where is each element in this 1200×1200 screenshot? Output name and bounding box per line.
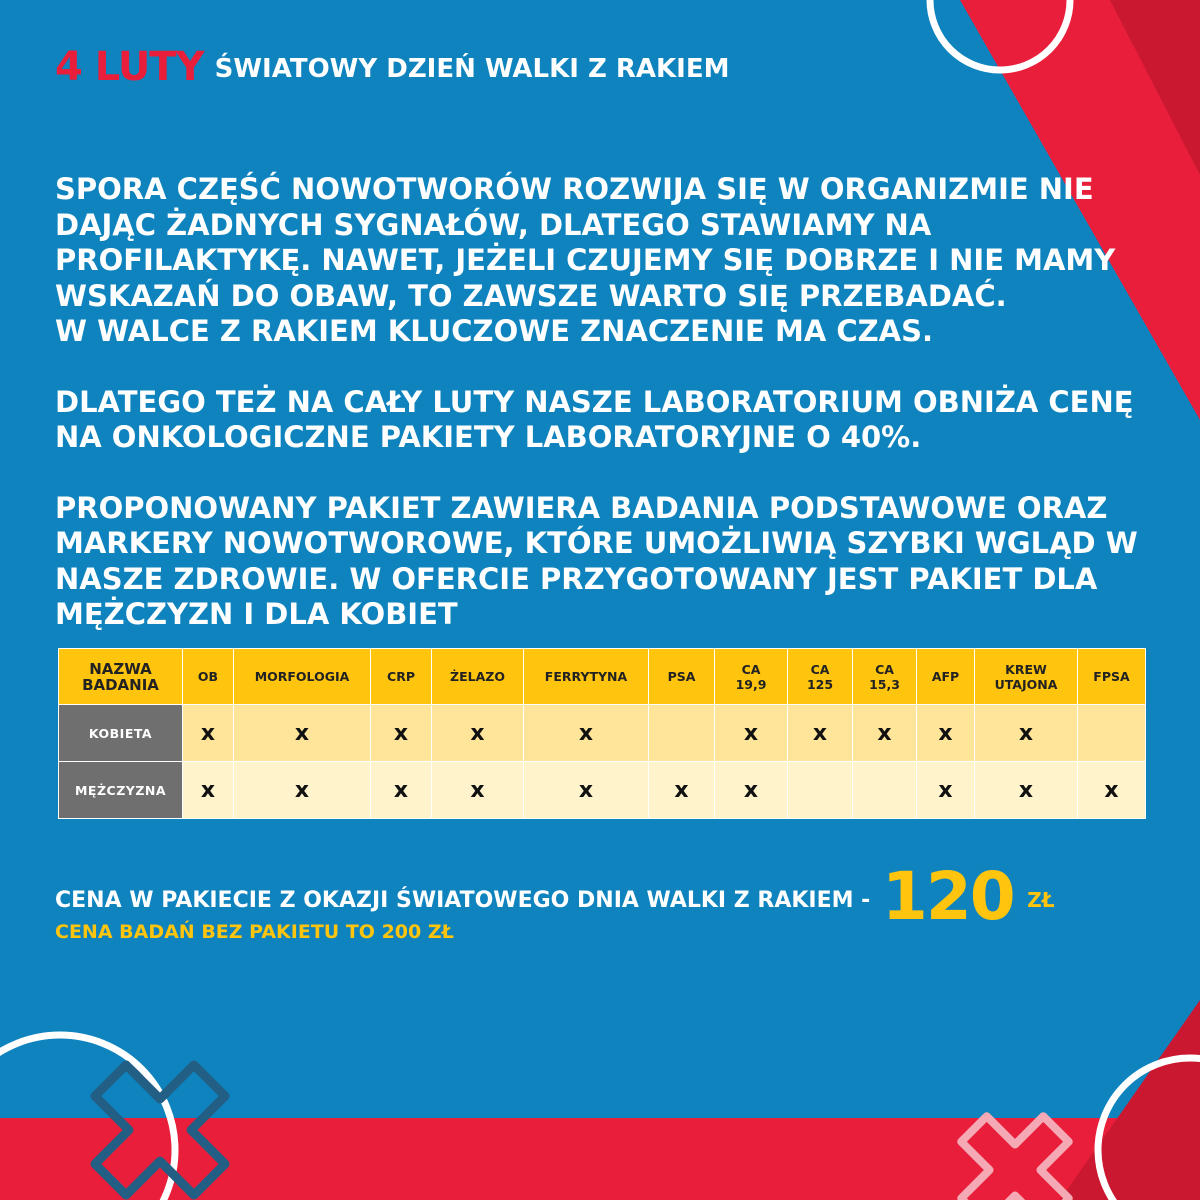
mark-cell: [649, 705, 715, 762]
page-header: [55, 44, 730, 90]
header-zelazo: ŻELAZO: [432, 649, 524, 705]
header-ca-19-9: CA 19,9: [715, 649, 788, 705]
mark-cell: x: [715, 762, 788, 819]
mark-cell: x: [234, 762, 371, 819]
corner-triangle-bottom-right: [1060, 1000, 1200, 1200]
header-fpsa: FPSA: [1078, 649, 1146, 705]
text-line: MARKERY NOWOTWOROWE, KTÓRE UMOŻLIWIĄ SZYBKI WGLĄD W: [55, 526, 1138, 560]
mark-cell: x: [1078, 762, 1146, 819]
header-ferrytyna: FERRYTYNA: [524, 649, 649, 705]
mark-cell: x: [524, 762, 649, 819]
tests-table: [58, 648, 1146, 819]
text-line: PROFILAKTYKĘ. NAWET, JEŻELI CZUJEMY SIĘ DOBRZE I NIE MAMY: [55, 243, 1116, 277]
text-line: DAJĄC ŻADNYCH SYGNAŁÓW, DLATEGO STAWIAMY NA: [55, 207, 932, 242]
mark-cell: x: [649, 762, 715, 819]
text-line: WSKAZAŃ DO OBAW, TO ZAWSZE WARTO SIĘ PRZEBADAĆ.: [55, 278, 1007, 313]
promo-price-label: CENA W PAKIECIE Z OKAZJI ŚWIATOWEGO DNIA WALKI Z RAKIEM -: [55, 888, 871, 913]
mark-cell: x: [371, 705, 432, 762]
mark-cell: x: [432, 705, 524, 762]
mark-cell: x: [715, 705, 788, 762]
text-line: NASZE ZDROWIE. W OFERCIE PRZYGOTOWANY JEST PAKIET DLA: [55, 561, 1098, 596]
mark-cell: [853, 762, 917, 819]
bottom-band: [0, 1118, 1200, 1200]
text-line: PROPONOWANY PAKIET ZAWIERA BADANIA PODSTAWOWE ORAZ: [55, 490, 1108, 525]
promo-price-currency: ZŁ: [1027, 888, 1055, 912]
mark-cell: x: [234, 705, 371, 762]
text-line: SPORA CZĘŚĆ NOWOTWORÓW ROZWIJA SIĘ W ORGANIZMIE NIE: [55, 172, 1094, 206]
body-text: [55, 172, 1165, 668]
table-header-row: [59, 649, 1146, 705]
table-row-women: [59, 705, 1146, 762]
tests-table-wrapper: [58, 648, 1146, 819]
paragraph-intro: [55, 172, 1165, 350]
header-morfologia: MORFOLOGIA: [234, 649, 371, 705]
header-afp: AFP: [917, 649, 975, 705]
table-row-men: [59, 762, 1146, 819]
mark-cell: x: [183, 705, 234, 762]
mark-cell: x: [975, 762, 1078, 819]
mark-cell: x: [524, 705, 649, 762]
mark-cell: x: [788, 705, 853, 762]
paragraph-package: [55, 491, 1165, 633]
mark-cell: x: [853, 705, 917, 762]
regular-price-note: CENA BADAŃ BEZ PAKIETU TO 200 ZŁ: [55, 921, 454, 943]
text-line: MĘŻCZYZN I DLA KOBIET: [55, 597, 458, 631]
mark-cell: x: [975, 705, 1078, 762]
header-ca-125: CA 125: [788, 649, 853, 705]
text-line: DLATEGO TEŻ NA CAŁY LUTY NASZE LABORATORIUM OBNIŻA CENĘ: [55, 384, 1134, 419]
mark-cell: [788, 762, 853, 819]
mark-cell: [1078, 705, 1146, 762]
text-line: NA ONKOLOGICZNE PAKIETY LABORATORYJNE O 40%.: [55, 420, 922, 454]
mark-cell: x: [917, 762, 975, 819]
event-date: 4 LUTY: [55, 44, 204, 90]
header-psa: PSA: [649, 649, 715, 705]
paragraph-discount: [55, 385, 1165, 456]
header-krew-utajona: KREW UTAJONA: [975, 649, 1078, 705]
promo-price-amount: 120: [881, 858, 1014, 935]
mark-cell: x: [371, 762, 432, 819]
header-ca-15-3: CA 15,3: [853, 649, 917, 705]
mark-cell: x: [432, 762, 524, 819]
text-line: W WALCE Z RAKIEM KLUCZOWE ZNACZENIE MA CZAS.: [55, 314, 934, 348]
mark-cell: x: [183, 762, 234, 819]
header-test-name: NAZWA BADANIA: [59, 649, 183, 705]
header-ob: OB: [183, 649, 234, 705]
header-crp: CRP: [371, 649, 432, 705]
row-label-women: KOBIETA: [59, 705, 183, 762]
event-title: ŚWIATOWY DZIEŃ WALKI Z RAKIEM: [214, 54, 730, 84]
mark-cell: x: [917, 705, 975, 762]
row-label-men: MĘŻCZYZNA: [59, 762, 183, 819]
